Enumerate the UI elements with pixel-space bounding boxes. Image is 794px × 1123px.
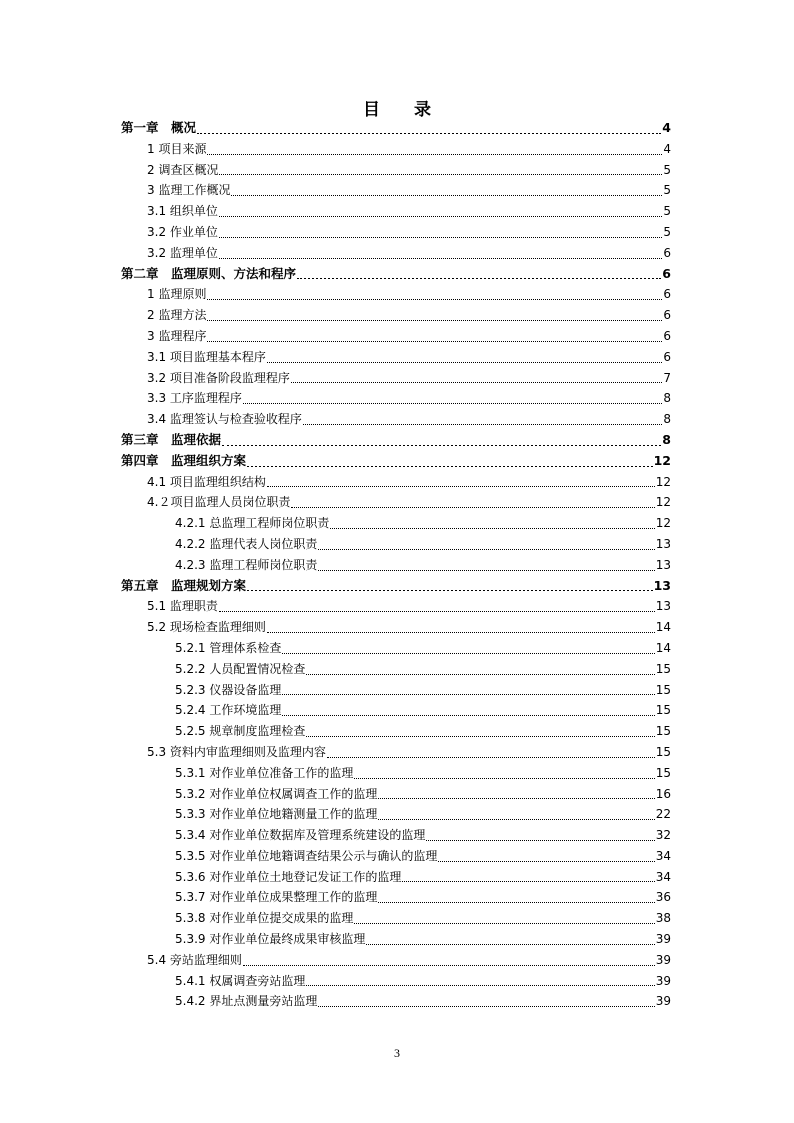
toc-entry[interactable] — [0, 284, 794, 305]
dot-leader — [243, 965, 655, 966]
toc-entry-label: 第二章 监理原则、方法和程序 — [121, 265, 297, 281]
toc-entry[interactable] — [0, 534, 794, 555]
toc-entry-page-number: 13 — [655, 557, 671, 572]
dot-leader — [306, 736, 654, 737]
toc-entry-label: 3.4 监理签认与检查验收程序 — [147, 412, 302, 427]
toc-entry-page-number: 4 — [662, 120, 671, 135]
toc-entry-page-number: 12 — [655, 495, 671, 510]
dot-leader — [297, 278, 661, 279]
toc-entry[interactable] — [0, 887, 794, 908]
toc-entry-page-number: 12 — [653, 452, 671, 468]
toc-entry[interactable] — [0, 139, 794, 160]
toc-entry[interactable] — [0, 784, 794, 805]
dot-leader — [219, 174, 662, 175]
toc-entry[interactable] — [0, 742, 794, 763]
dot-leader — [318, 1006, 654, 1007]
toc-entry-label: 3.2 项目准备阶段监理程序 — [147, 370, 290, 385]
toc-entry-label: 5.3.1 对作业单位准备工作的监理 — [175, 765, 354, 780]
toc-entry[interactable] — [0, 867, 794, 888]
toc-chapter-entry[interactable] — [0, 430, 794, 451]
toc-chapter-entry[interactable] — [0, 451, 794, 472]
toc-entry[interactable] — [0, 680, 794, 701]
toc-entry-label: 2 监理方法 — [147, 308, 207, 323]
toc-entry-page-number: 13 — [655, 536, 671, 551]
toc-entry-page-number: 15 — [655, 703, 671, 718]
toc-entry[interactable] — [0, 409, 794, 430]
toc-entry[interactable] — [0, 929, 794, 950]
toc-entry-label: 3 监理程序 — [147, 328, 207, 343]
toc-entry-page-number: 5 — [663, 183, 671, 198]
page-title: 目 录 — [363, 100, 445, 120]
toc-entry-label: 5.3.9 对作业单位最终成果审核监理 — [175, 932, 366, 947]
toc-entry-label: 3.1 组织单位 — [147, 204, 218, 219]
dot-leader — [354, 923, 654, 924]
toc-chapter-entry[interactable] — [0, 576, 794, 597]
toc-entry-label: 3.2 作业单位 — [147, 224, 218, 239]
toc-entry-page-number: 15 — [655, 744, 671, 759]
dot-leader — [219, 216, 662, 217]
toc-entry-label: 4.２项目监理人员岗位职责 — [147, 495, 291, 510]
toc-entry-label: 3.1 项目监理基本程序 — [147, 349, 266, 364]
toc-entry[interactable] — [0, 180, 794, 201]
dot-leader — [306, 985, 654, 986]
table-of-contents — [0, 118, 794, 1012]
toc-entry-page-number: 6 — [662, 265, 671, 281]
dot-leader — [282, 694, 654, 695]
toc-entry-label: 5.2.1 管理体系检查 — [175, 640, 282, 655]
toc-entry-page-number: 39 — [655, 952, 671, 967]
toc-entry-label: 第一章 概况 — [121, 120, 197, 135]
toc-entry-page-number: 13 — [653, 577, 671, 593]
toc-entry-label: 3.2 监理单位 — [147, 245, 218, 260]
toc-entry-page-number: 5 — [663, 224, 671, 239]
toc-entry-label: 5.2.2 人员配置情况检查 — [175, 661, 306, 676]
dot-leader — [267, 632, 655, 633]
toc-entry[interactable] — [0, 513, 794, 534]
toc-entry-page-number: 34 — [655, 848, 671, 863]
dot-leader — [247, 466, 653, 467]
page-number: 3 — [394, 1046, 400, 1060]
toc-entry-page-number: 6 — [663, 245, 671, 260]
dot-leader — [219, 237, 662, 238]
toc-entry-page-number: 16 — [655, 786, 671, 801]
toc-entry[interactable] — [0, 160, 794, 181]
toc-entry-label: 5.3.3 对作业单位地籍测量工作的监理 — [175, 807, 378, 822]
dot-leader — [207, 320, 662, 321]
toc-entry-label: 3.3 工序监理程序 — [147, 391, 242, 406]
toc-entry[interactable] — [0, 243, 794, 264]
toc-entry-label: 5.3.5 对作业单位地籍调查结果公示与确认的监理 — [175, 848, 438, 863]
toc-entry-page-number: 7 — [663, 370, 671, 385]
toc-entry-label: 2 调查区概况 — [147, 162, 219, 177]
toc-entry-label: 5.1 监理职责 — [147, 599, 218, 614]
toc-entry-label: 3 监理工作概况 — [147, 183, 231, 198]
toc-entry[interactable] — [0, 991, 794, 1012]
toc-entry[interactable] — [0, 596, 794, 617]
toc-entry-label: 4.2.1 总监理工程师岗位职责 — [175, 516, 330, 531]
toc-entry-label: 5.2.4 工作环境监理 — [175, 703, 282, 718]
toc-entry-label: 5.3.8 对作业单位提交成果的监理 — [175, 911, 354, 926]
toc-entry-label: 5.3.2 对作业单位权属调查工作的监理 — [175, 786, 378, 801]
toc-entry-page-number: 13 — [655, 599, 671, 614]
dot-leader — [402, 881, 654, 882]
dot-leader — [327, 757, 655, 758]
toc-entry-page-number: 39 — [655, 994, 671, 1009]
toc-entry-page-number: 8 — [662, 431, 671, 447]
dot-leader — [306, 674, 654, 675]
toc-entry[interactable] — [0, 326, 794, 347]
toc-entry[interactable] — [0, 347, 794, 368]
dot-leader — [318, 570, 654, 571]
dot-leader — [231, 195, 662, 196]
toc-entry-label: 5.3 资料内审监理细则及监理内容 — [147, 744, 326, 759]
toc-entry[interactable] — [0, 971, 794, 992]
toc-entry[interactable] — [0, 472, 794, 493]
dot-leader — [378, 902, 654, 903]
toc-entry-page-number: 38 — [655, 911, 671, 926]
toc-entry-label: 5.4.1 权属调查旁站监理 — [175, 973, 306, 988]
dot-leader — [378, 798, 654, 799]
dot-leader — [330, 528, 654, 529]
toc-entry[interactable] — [0, 222, 794, 243]
toc-entry-page-number: 39 — [655, 973, 671, 988]
dot-leader — [378, 819, 654, 820]
toc-entry-page-number: 15 — [655, 765, 671, 780]
toc-entry-label: 1 项目来源 — [147, 141, 207, 156]
toc-entry-page-number: 34 — [655, 869, 671, 884]
toc-entry[interactable] — [0, 700, 794, 721]
toc-entry-label: 第四章 监理组织方案 — [121, 452, 247, 468]
dot-leader — [222, 445, 661, 446]
toc-entry-label: 1 监理原则 — [147, 287, 207, 302]
toc-entry-page-number: 32 — [655, 828, 671, 843]
toc-entry-label: 5.4.2 界址点测量旁站监理 — [175, 994, 318, 1009]
toc-entry[interactable] — [0, 825, 794, 846]
dot-leader — [354, 778, 654, 779]
toc-entry-page-number: 15 — [655, 682, 671, 697]
toc-entry-label: 5.2.3 仪器设备监理 — [175, 682, 282, 697]
toc-entry-page-number: 6 — [663, 308, 671, 323]
toc-entry-page-number: 5 — [663, 204, 671, 219]
dot-leader — [207, 341, 662, 342]
toc-entry-page-number: 12 — [655, 516, 671, 531]
toc-entry-page-number: 6 — [663, 287, 671, 302]
toc-entry-page-number: 14 — [655, 620, 671, 635]
toc-entry[interactable] — [0, 846, 794, 867]
dot-leader — [219, 258, 662, 259]
toc-entry[interactable] — [0, 721, 794, 742]
toc-entry-page-number: 15 — [655, 724, 671, 739]
dot-leader — [267, 486, 655, 487]
dot-leader — [303, 424, 662, 425]
toc-entry-label: 5.2.5 规章制度监理检查 — [175, 724, 306, 739]
toc-entry-label: 5.3.4 对作业单位数据库及管理系统建设的监理 — [175, 828, 426, 843]
toc-entry[interactable] — [0, 763, 794, 784]
dot-leader — [207, 299, 662, 300]
toc-entry-label: 5.2 现场检查监理细则 — [147, 620, 266, 635]
toc-entry-page-number: 8 — [663, 412, 671, 427]
dot-leader — [282, 715, 654, 716]
dot-leader — [243, 403, 662, 404]
toc-entry[interactable] — [0, 638, 794, 659]
toc-entry-page-number: 15 — [655, 661, 671, 676]
dot-leader — [207, 154, 662, 155]
dot-leader — [291, 382, 662, 383]
toc-entry[interactable] — [0, 305, 794, 326]
dot-leader — [318, 549, 654, 550]
toc-entry-page-number: 6 — [663, 328, 671, 343]
dot-leader — [438, 861, 654, 862]
toc-entry[interactable] — [0, 201, 794, 222]
toc-entry-label: 5.4 旁站监理细则 — [147, 952, 242, 967]
toc-entry-page-number: 22 — [655, 807, 671, 822]
toc-entry[interactable] — [0, 617, 794, 638]
dot-leader — [267, 362, 662, 363]
toc-entry-page-number: 36 — [655, 890, 671, 905]
toc-entry-label: 第五章 监理规划方案 — [121, 577, 247, 593]
toc-entry[interactable] — [0, 659, 794, 680]
toc-entry-label: 4.2.3 监理工程师岗位职责 — [175, 557, 318, 572]
dot-leader — [282, 653, 654, 654]
toc-entry[interactable] — [0, 388, 794, 409]
dot-leader — [197, 133, 661, 134]
toc-entry[interactable] — [0, 950, 794, 971]
dot-leader — [366, 944, 654, 945]
toc-entry[interactable] — [0, 555, 794, 576]
toc-entry-page-number: 39 — [655, 932, 671, 947]
toc-entry-label: 4.2.2 监理代表人岗位职责 — [175, 536, 318, 551]
toc-entry[interactable] — [0, 368, 794, 389]
toc-entry-label: 5.3.6 对作业单位土地登记发证工作的监理 — [175, 869, 402, 884]
toc-chapter-entry[interactable] — [0, 118, 794, 139]
dot-leader — [219, 611, 655, 612]
toc-entry-label: 第三章 监理依据 — [121, 431, 222, 447]
toc-chapter-entry[interactable] — [0, 264, 794, 285]
toc-entry[interactable] — [0, 908, 794, 929]
toc-entry[interactable] — [0, 492, 794, 513]
toc-entry-page-number: 8 — [663, 391, 671, 406]
toc-entry-label: 5.3.7 对作业单位成果整理工作的监理 — [175, 890, 378, 905]
toc-entry-page-number: 14 — [655, 640, 671, 655]
toc-entry-page-number: 4 — [663, 141, 671, 156]
toc-entry-page-number: 5 — [663, 162, 671, 177]
toc-entry[interactable] — [0, 804, 794, 825]
toc-entry-page-number: 6 — [663, 349, 671, 364]
dot-leader — [291, 507, 654, 508]
toc-entry-label: 4.1 项目监理组织结构 — [147, 474, 266, 489]
dot-leader — [247, 590, 653, 591]
toc-entry-page-number: 12 — [655, 474, 671, 489]
dot-leader — [426, 840, 654, 841]
